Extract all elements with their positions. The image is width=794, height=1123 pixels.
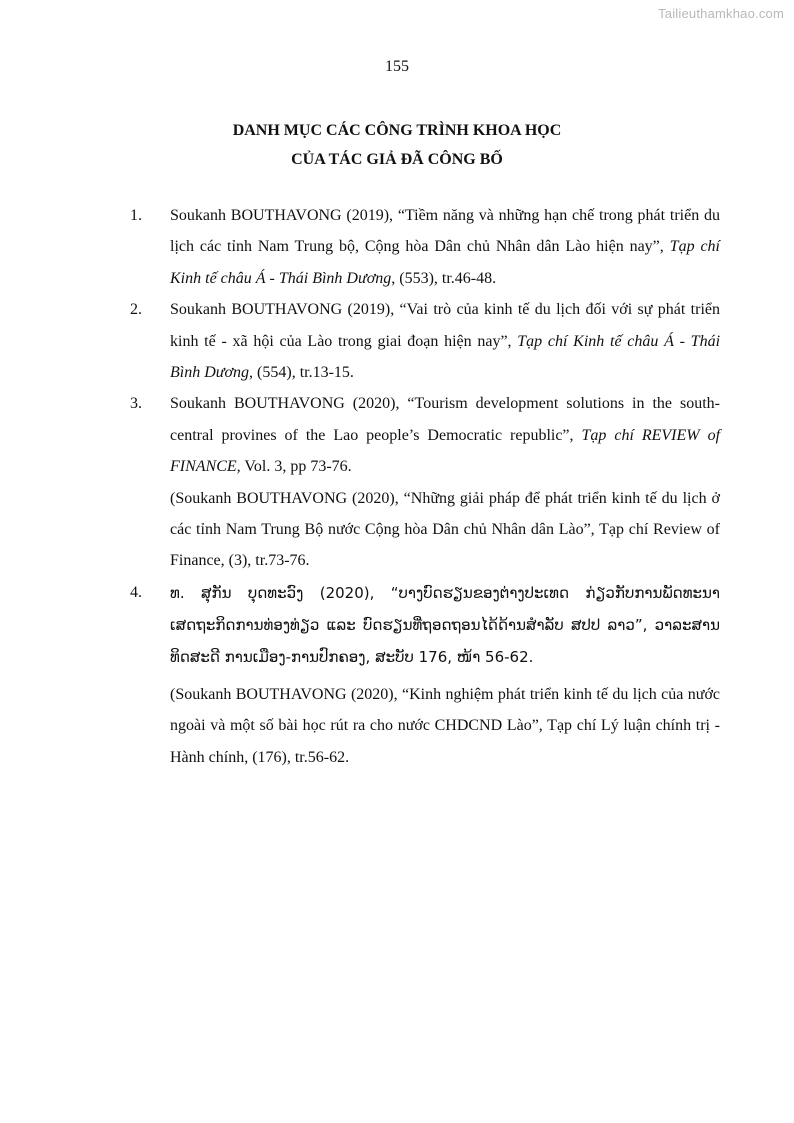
reference-body — [170, 294, 720, 388]
reference-list — [130, 200, 720, 773]
citation-text: Soukanh BOUTHAVONG (2019), “Tiềm năng và những hạn chế trong phát triển du lịch các tỉnh Nam Trung bộ, Cộng hòa Dân chủ Nhân dân Lào hiện nay”, — [170, 207, 720, 256]
page-number: 155 — [385, 58, 409, 75]
reference-number: 2. — [130, 301, 142, 319]
reference-number: 3. — [130, 395, 142, 413]
reference-body — [170, 388, 720, 576]
reference-item-1 — [130, 200, 720, 294]
reference-citation — [170, 200, 720, 294]
reference-citation — [170, 388, 720, 482]
citation-text: Soukanh BOUTHAVONG (2020), “Tourism development solutions in the south-central provines of the Lao people’s Democratic republic”, — [170, 395, 720, 444]
reference-item-3 — [130, 388, 720, 576]
citation-text: Soukanh BOUTHAVONG (2019), “Vai trò của kinh tế du lịch đối với sự phát triển kinh tế - xã hội của Lào trong giai đoạn hiện nay”, — [170, 301, 720, 350]
reference-number: 4. — [130, 583, 142, 601]
reference-body — [170, 577, 720, 773]
reference-number: 1. — [130, 207, 142, 224]
reference-translation: (Soukanh BOUTHAVONG (2020), “Những giải pháp để phát triển kinh tế du lịch ở các tỉnh Nam Trung Bộ nước Cộng hòa Dân chủ Nhân dân Lào”, Tạp chí Review of Finance, (3), tr.73-76. — [170, 489, 720, 570]
watermark: Tailieuthamkhao.com — [658, 6, 784, 21]
citation-tail: , (554), tr.13-15. — [249, 364, 354, 382]
title-line-2: CỦA TÁC GIẢ ĐÃ CÔNG BỐ — [291, 151, 503, 168]
reference-citation — [170, 294, 720, 388]
reference-item-4 — [130, 577, 720, 773]
reference-translation: (Soukanh BOUTHAVONG (2020), “Kinh nghiệm phát triển kinh tế du lịch của nước ngoài và một số bài học rút ra cho nước CHDCND Lào”, Tạp chí Lý luận chính trị - Hành chính, (176), tr.56-62. — [170, 685, 720, 766]
reference-item-2 — [130, 294, 720, 388]
page-title — [0, 116, 794, 174]
journal-name: Tạp chí REVIEW of FINANCE, — [170, 426, 721, 476]
title-line-1: DANH MỤC CÁC CÔNG TRÌNH KHOA HỌC — [232, 122, 562, 139]
journal-name: Tạp chí Kinh tế châu Á - Thái Bình Dương — [170, 332, 721, 382]
citation-tail: , (553), tr.46-48. — [391, 269, 497, 287]
citation-tail: Vol. 3, pp 73-76. — [240, 458, 352, 476]
reference-body — [170, 200, 720, 294]
journal-name: Tạp chí Kinh tế châu Á - Thái Bình Dương — [170, 238, 720, 287]
reference-citation-lao: ທ. ສຸກັນ ບຸດທະວົງ (2020), “ບາງບົດຮຽນຂອງຕ່າງປະເທດ ກ່ຽວກັບການພັດທະນາເສດຖະກິດການທ່ອງທ່ຽວ ແລະ ບົດຮຽນທີ່ຖອດຖອນໄດ້ດ້ານສຳລັບ ສປປ ລາວ”, ວາລະສານທິດສະດີ ການເມືອງ-ການປົກຄອງ, ສະບັບ 176, ໜ້າ 56-62. — [170, 583, 720, 666]
